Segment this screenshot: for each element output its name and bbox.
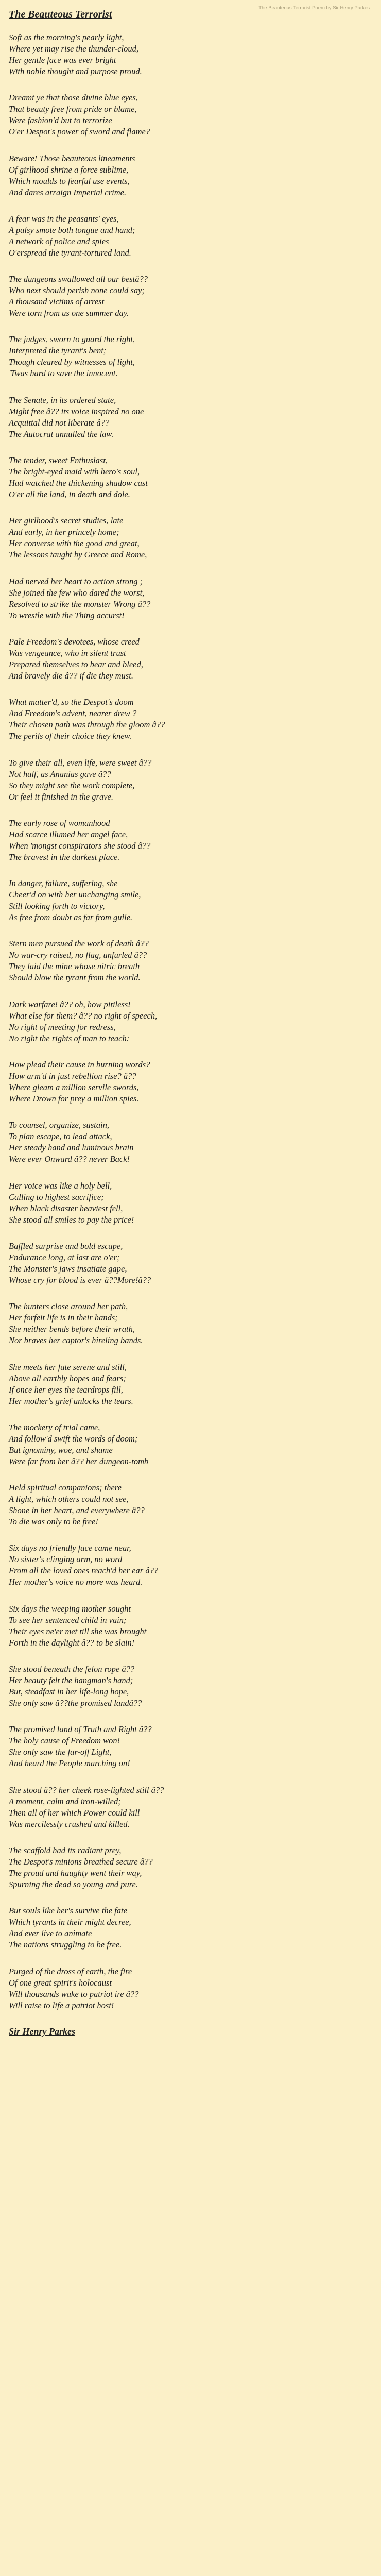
poem-line: O'erspread the tyrant-tortured land.: [9, 247, 131, 258]
poem-line: Her mother's grief unlocks the tears.: [9, 1396, 133, 1406]
poem-line: That beauty free from pride or blame,: [9, 104, 137, 114]
stanza: [9, 1603, 371, 1649]
poem-line: Her girlhood's secret studies, late: [9, 516, 124, 526]
stanza: [9, 1905, 371, 1951]
poem-line: Of girlhood shrine a force sublime,: [9, 164, 129, 175]
poem-author: Sir Henry Parkes: [9, 2026, 76, 2037]
poem-line: Had nerved her heart to action strong ;: [9, 576, 143, 586]
poem-line: Her beauty felt the hangman's hand;: [9, 1675, 133, 1686]
stanza: [9, 878, 371, 923]
poem-line: To wrestle with the Thing accurst!: [9, 610, 125, 620]
poem-line: And dares arraign Imperial crime.: [9, 187, 127, 197]
poem-line: She joined the few who dared the worst,: [9, 587, 145, 598]
poem-line: The bravest in the darkest place.: [9, 852, 120, 862]
poem-line: From all the loved ones reach'd her ear â??: [9, 1566, 159, 1576]
poem-line: Her gentle face was ever bright: [9, 55, 116, 65]
poem-line: Was mercilessly crushed and killed.: [9, 1819, 130, 1829]
poem-line: Whose cry for blood is ever â??More!â??: [9, 1275, 151, 1285]
poem-line: But, steadfast in her life-long hope,: [9, 1687, 129, 1697]
stanza: [9, 576, 371, 621]
poem-line: Forth in the daylight â?? to be slain!: [9, 1637, 135, 1648]
poem-line: Her converse with the good and great,: [9, 538, 140, 549]
poem-line: Which tyrants in their might decree,: [9, 1917, 131, 1927]
poem-line: The bright-eyed maid with hero's soul,: [9, 467, 140, 477]
poem-line: Nor braves her captor's hireling bands.: [9, 1335, 143, 1346]
poem-line: A network of police and spies: [9, 236, 109, 246]
stanza: [9, 515, 371, 561]
poem-line: Where Drown for prey a million spies.: [9, 1094, 139, 1104]
poem-line: The Monster's jaws insatiate gape,: [9, 1263, 127, 1274]
poem-line: A moment, calm and iron-willed;: [9, 1796, 121, 1806]
poem-line: O'er Despot's power of sword and flame?: [9, 127, 150, 137]
poem-line: Were fashion'd but to terrorize: [9, 115, 112, 126]
poem-line: Spurning the dead so young and pure.: [9, 1879, 138, 1889]
poem-line: The tender, sweet Enthusiast,: [9, 455, 108, 466]
poem-body: [9, 32, 371, 2011]
poem-line: Endurance long, at last are o'er;: [9, 1252, 120, 1262]
poem-line: Resolved to strike the monster Wrong â??: [9, 599, 151, 609]
poem-line: O'er all the land, in death and dole.: [9, 489, 130, 500]
poem-line: And heard the People marching on!: [9, 1758, 130, 1769]
poem-line: Her voice was like a holy bell,: [9, 1180, 112, 1191]
poem-line: No war-cry raised, no flag, unfurled â??: [9, 950, 147, 960]
poem-line: The perils of their choice they knew.: [9, 731, 132, 741]
stanza: [9, 818, 371, 863]
poem-line: Beware! Those beauteous lineaments: [9, 153, 135, 163]
stanza: [9, 1785, 371, 1830]
stanza: [9, 938, 371, 984]
poem-line: 'Twas hard to save the innocent.: [9, 368, 118, 379]
poem-line: A thousand victims of arrest: [9, 297, 105, 307]
poem-line: The holy cause of Freedom won!: [9, 1736, 120, 1746]
poem-line: Should blow the tyrant from the world.: [9, 973, 141, 983]
poem-line: Where gleam a million servile swords,: [9, 1082, 139, 1093]
poem-line: To see her sentenced child in vain;: [9, 1615, 127, 1625]
poem-line: To counsel, organize, sustain,: [9, 1120, 109, 1130]
poem-line: To die was only to be free!: [9, 1517, 98, 1527]
poem-line: She meets her fate serene and still,: [9, 1362, 127, 1372]
poem-line: But ignominy, woe, and shame: [9, 1445, 113, 1455]
poem-line: She only saw â??the promised landâ??: [9, 1698, 142, 1708]
stanza: [9, 1180, 371, 1226]
stanza: [9, 153, 371, 198]
stanza: [9, 32, 371, 77]
poem-line: No right the rights of man to teach:: [9, 1033, 130, 1043]
poem-line: Pale Freedom's devotees, whose creed: [9, 636, 140, 647]
stanza: [9, 636, 371, 682]
poem-line: She stood â?? her cheek rose-lighted still â??: [9, 1785, 164, 1795]
stanza: [9, 757, 371, 803]
poem-line: Had scarce illumed her angel face,: [9, 829, 128, 839]
poem-line: Held spiritual companions; there: [9, 1483, 122, 1493]
stanza: [9, 274, 371, 319]
poem-line: Her mother's voice no more was heard.: [9, 1577, 143, 1587]
poem-line: Will thousands wake to patriot ire â??: [9, 1989, 139, 1999]
poem-line: Were torn from us one summer day.: [9, 308, 129, 318]
poem-line: A light, which others could not see,: [9, 1494, 129, 1504]
poem-line: Will raise to life a patriot host!: [9, 2000, 114, 2010]
poem-line: What else for them? â?? no right of speech,: [9, 1010, 158, 1021]
poem-line: The proud and haughty went their way,: [9, 1868, 142, 1878]
poem-line: Might free â?? its voice inspired no one: [9, 406, 144, 416]
poem-line: Purged of the dross of earth, the fire: [9, 1966, 132, 1976]
poem-line: When black disaster heaviest fell,: [9, 1203, 123, 1213]
poem-line: In danger, failure, suffering, she: [9, 878, 118, 889]
poem-line: Baffled surprise and bold escape,: [9, 1241, 123, 1251]
poem-line: Stern men pursued the work of death â??: [9, 939, 149, 949]
poem-line: Their eyes ne'er met till she was brought: [9, 1626, 147, 1636]
poem-line: Interpreted the tyrant's bent;: [9, 346, 107, 356]
poem-line: The early rose of womanhood: [9, 818, 110, 828]
poem-line: Of one great spirit's holocaust: [9, 1977, 112, 1988]
poem-line: Above all earthly hopes and fears;: [9, 1373, 126, 1383]
poem-line: And bravely die â?? if die they must.: [9, 670, 133, 681]
page-caption: The Beauteous Terrorist Poem by Sir Henry Parkes: [258, 5, 370, 11]
poem-line: But souls like her's survive the fate: [9, 1906, 127, 1916]
poem-line: The mockery of trial came,: [9, 1422, 100, 1432]
stanza: [9, 1362, 371, 1407]
poem-line: Her forfeit life is in their hands;: [9, 1313, 118, 1323]
poem-line: Though cleared by witnesses of light,: [9, 357, 135, 367]
poem-line: She stood all smiles to pay the price!: [9, 1214, 134, 1225]
poem-line: She stood beneath the felon rope â??: [9, 1664, 135, 1674]
poem-line: To plan escape, to lead attack,: [9, 1131, 112, 1142]
poem-line: The Autocrat annulled the law.: [9, 429, 114, 439]
poem-line: Was vengeance, who in silent trust: [9, 648, 126, 658]
poem-line: When 'mongst conspirators she stood â??: [9, 840, 151, 851]
poem-line: The scaffold had its radiant prey,: [9, 1845, 122, 1855]
poem-line: Which moulds to fearful use events,: [9, 176, 130, 186]
stanza: [9, 334, 371, 379]
stanza: [9, 1422, 371, 1467]
poem-line: Dark warfare! â?? oh, how pitiless!: [9, 999, 131, 1009]
stanza: [9, 697, 371, 742]
stanza: [9, 1241, 371, 1286]
poem-line: The Senate, in its ordered state,: [9, 395, 116, 405]
poem-line: Where yet may rise the thunder-cloud,: [9, 44, 138, 54]
poem-line: The dungeons swallowed all our bestâ??: [9, 274, 148, 284]
stanza: [9, 92, 371, 138]
stanza: [9, 1059, 371, 1105]
poem-line: Six days no friendly face came near,: [9, 1543, 131, 1553]
poem-line: Shone in her heart, and everywhere â??: [9, 1505, 145, 1516]
poem-line: Their chosen path was through the gloom â??: [9, 720, 165, 730]
poem-line: Who next should perish none could say;: [9, 285, 145, 296]
poem-line: So they might see the work complete,: [9, 780, 135, 790]
poem-line: Dreamt ye that those divine blue eyes,: [9, 93, 138, 103]
poem-line: The hunters close around her path,: [9, 1301, 128, 1312]
stanza: [9, 213, 371, 259]
poem-line: Or feel it finished in the grave.: [9, 791, 114, 802]
stanza: [9, 1845, 371, 1890]
stanza: [9, 1482, 371, 1528]
poem-line: To give their all, even life, were sweet â??: [9, 757, 152, 768]
stanza: [9, 1724, 371, 1769]
poem-title: The Beauteous Terrorist: [9, 9, 112, 20]
poem-line: Not half, as Ananias gave â??: [9, 769, 111, 779]
poem-line: And follow'd swift the words of doom;: [9, 1433, 138, 1444]
poem-line: And early, in her princely home;: [9, 527, 119, 537]
poem-line: If once her eyes the teardrops fill,: [9, 1384, 123, 1395]
poem-line: What matter'd, so the Despot's doom: [9, 697, 134, 707]
poem-line: The promised land of Truth and Right â??: [9, 1724, 152, 1735]
poem-line: Her steady hand and luminous brain: [9, 1143, 134, 1153]
poem-line: And Freedom's advent, nearer drew ?: [9, 708, 137, 719]
poem-line: A palsy smote both tongue and hand;: [9, 225, 135, 235]
poem-line: Were far from her â?? her dungeon-tomb: [9, 1456, 149, 1466]
poem-line: Cheer'd on with her unchanging smile,: [9, 890, 141, 900]
poem-line: Soft as the morning's pearly light,: [9, 32, 124, 42]
poem-line: Six days the weeping mother sought: [9, 1603, 131, 1614]
poem-line: Prepared themselves to bear and bleed,: [9, 659, 143, 669]
poem-line: No right of meeting for redress,: [9, 1022, 116, 1032]
poem-line: No sister's clinging arm, no word: [9, 1554, 123, 1565]
poem-line: The lessons taught by Greece and Rome,: [9, 550, 147, 560]
stanza: [9, 1301, 371, 1346]
poem-line: Calling to highest sacrifice;: [9, 1192, 104, 1202]
stanza: [9, 1966, 371, 2011]
poem-line: The judges, sworn to guard the right,: [9, 334, 135, 345]
poem-line: As free from doubt as far from guile.: [9, 912, 133, 923]
poem-line: They laid the mine whose nitric breath: [9, 961, 140, 972]
poem-line: She neither bends before their wrath,: [9, 1324, 135, 1334]
poem-line: Acquittal did not liberate â??: [9, 417, 110, 428]
poem-line: And ever live to animate: [9, 1928, 92, 1939]
poem-line: How plead their cause in burning words?: [9, 1060, 150, 1070]
poem-line: Were ever Onward â?? never Back!: [9, 1154, 130, 1164]
stanza: [9, 999, 371, 1044]
poem-line: The nations struggling to be free.: [9, 1940, 122, 1950]
stanza: [9, 1664, 371, 1709]
poem-line: A fear was in the peasants' eyes,: [9, 213, 119, 224]
stanza: [9, 395, 371, 440]
stanza: [9, 1543, 371, 1588]
stanza: [9, 455, 371, 500]
poem-line: Had watched the thickening shadow cast: [9, 478, 148, 488]
poem-line: Still looking forth to victory,: [9, 901, 105, 911]
poem-line: The Despot's minions breathed secure â??: [9, 1856, 153, 1867]
poem-line: How arm'd in just rebellion rise? â??: [9, 1071, 136, 1081]
poem-line: With noble thought and purpose proud.: [9, 66, 142, 76]
poem-line: She only saw the far-off Light,: [9, 1747, 112, 1757]
poem-line: Then all of her which Power could kill: [9, 1807, 140, 1818]
stanza: [9, 1120, 371, 1165]
